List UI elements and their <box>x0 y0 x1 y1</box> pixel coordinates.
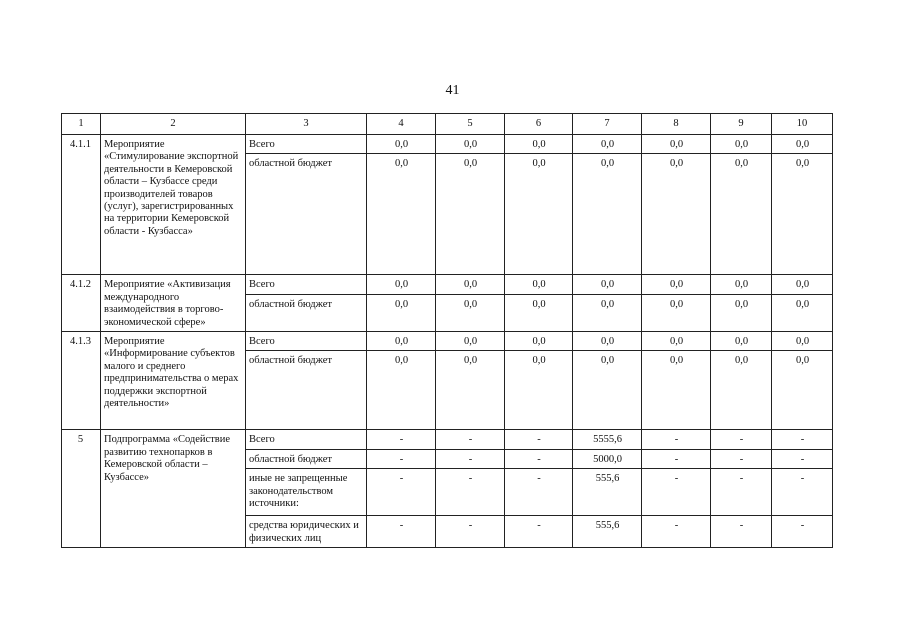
value-cell: 0,0 <box>436 295 505 332</box>
value-cell: 5000,0 <box>573 449 642 468</box>
value-cell: 0,0 <box>573 351 642 430</box>
value-cell: 0,0 <box>711 275 772 295</box>
value-cell: 0,0 <box>367 154 436 275</box>
activity-description: Мероприятие «Стимулирование экспортной деятельности в Кемеровской области – Кузбассе среди производителей товаров (услуг), зарегистрированных на территории Кемеровской области - Кузбасса» <box>101 135 246 275</box>
value-cell: 0,0 <box>505 351 573 430</box>
column-header: 10 <box>772 114 833 135</box>
value-cell: - <box>772 430 833 449</box>
value-cell: 5555,6 <box>573 430 642 449</box>
activity-id: 4.1.2 <box>62 275 101 332</box>
value-cell: 0,0 <box>367 332 436 351</box>
value-cell: 0,0 <box>772 154 833 275</box>
value-cell: - <box>505 449 573 468</box>
header-row <box>62 114 833 135</box>
activity-id: 5 <box>62 430 101 548</box>
value-cell: 0,0 <box>367 275 436 295</box>
column-header: 5 <box>436 114 505 135</box>
funding-source: областной бюджет <box>246 295 367 332</box>
column-header: 2 <box>101 114 246 135</box>
value-cell: - <box>505 430 573 449</box>
value-cell: 0,0 <box>642 295 711 332</box>
table-row <box>62 332 833 351</box>
value-cell: 0,0 <box>772 135 833 154</box>
value-cell: - <box>505 516 573 548</box>
column-header: 7 <box>573 114 642 135</box>
activity-id: 4.1.3 <box>62 332 101 430</box>
value-cell: 0,0 <box>573 154 642 275</box>
value-cell: 0,0 <box>573 332 642 351</box>
value-cell: 0,0 <box>772 275 833 295</box>
value-cell: - <box>367 469 436 516</box>
activity-description: Подпрограмма «Содействие развитию технопарков в Кемеровской области – Кузбассе» <box>101 430 246 548</box>
funding-source: иные не запрещенные законодательством источники: <box>246 469 367 516</box>
value-cell: - <box>505 469 573 516</box>
funding-source: областной бюджет <box>246 154 367 275</box>
value-cell: 555,6 <box>573 516 642 548</box>
activity-id: 4.1.1 <box>62 135 101 275</box>
value-cell: - <box>642 516 711 548</box>
column-header: 8 <box>642 114 711 135</box>
value-cell: 0,0 <box>711 351 772 430</box>
funding-source: областной бюджет <box>246 351 367 430</box>
value-cell: 0,0 <box>367 135 436 154</box>
value-cell: 0,0 <box>505 332 573 351</box>
column-header: 4 <box>367 114 436 135</box>
funding-source: Всего <box>246 135 367 154</box>
value-cell: 0,0 <box>573 135 642 154</box>
value-cell: 0,0 <box>711 332 772 351</box>
funding-source: областной бюджет <box>246 449 367 468</box>
column-header: 3 <box>246 114 367 135</box>
value-cell: 0,0 <box>367 351 436 430</box>
activity-description: Мероприятие «Информирование субъектов малого и среднего предпринимательства о мерах поддержки экспортной деятельности» <box>101 332 246 430</box>
value-cell: 0,0 <box>436 351 505 430</box>
value-cell: - <box>772 516 833 548</box>
value-cell: 0,0 <box>505 154 573 275</box>
value-cell: - <box>642 469 711 516</box>
value-cell: - <box>711 449 772 468</box>
value-cell: 0,0 <box>642 332 711 351</box>
value-cell: - <box>642 430 711 449</box>
value-cell: - <box>436 516 505 548</box>
value-cell: 0,0 <box>367 295 436 332</box>
value-cell: 0,0 <box>711 154 772 275</box>
value-cell: 0,0 <box>711 295 772 332</box>
value-cell: - <box>711 516 772 548</box>
value-cell: 0,0 <box>642 275 711 295</box>
value-cell: 0,0 <box>573 275 642 295</box>
value-cell: 0,0 <box>505 135 573 154</box>
value-cell: 0,0 <box>505 295 573 332</box>
column-header: 9 <box>711 114 772 135</box>
value-cell: - <box>436 469 505 516</box>
value-cell: - <box>642 449 711 468</box>
value-cell: 0,0 <box>505 275 573 295</box>
value-cell: - <box>711 469 772 516</box>
table-row <box>62 275 833 295</box>
column-header: 6 <box>505 114 573 135</box>
budget-table <box>61 113 833 548</box>
value-cell: - <box>367 449 436 468</box>
funding-source: Всего <box>246 332 367 351</box>
page-number: 41 <box>445 83 460 98</box>
table-row <box>62 135 833 154</box>
column-header: 1 <box>62 114 101 135</box>
value-cell: 0,0 <box>642 154 711 275</box>
funding-source: Всего <box>246 275 367 295</box>
value-cell: 0,0 <box>642 135 711 154</box>
funding-source: средства юридических и физических лиц <box>246 516 367 548</box>
value-cell: - <box>367 516 436 548</box>
value-cell: 555,6 <box>573 469 642 516</box>
value-cell: 0,0 <box>772 351 833 430</box>
value-cell: 0,0 <box>711 135 772 154</box>
value-cell: 0,0 <box>436 332 505 351</box>
table-row <box>62 430 833 449</box>
value-cell: 0,0 <box>573 295 642 332</box>
value-cell: - <box>711 430 772 449</box>
value-cell: 0,0 <box>436 154 505 275</box>
value-cell: 0,0 <box>642 351 711 430</box>
value-cell: - <box>436 430 505 449</box>
value-cell: - <box>772 469 833 516</box>
value-cell: 0,0 <box>772 332 833 351</box>
value-cell: 0,0 <box>436 275 505 295</box>
value-cell: 0,0 <box>436 135 505 154</box>
value-cell: - <box>436 449 505 468</box>
activity-description: Мероприятие «Активизация международного взаимодействия в торгово-экономической сфере» <box>101 275 246 332</box>
value-cell: 0,0 <box>772 295 833 332</box>
value-cell: - <box>772 449 833 468</box>
value-cell: - <box>367 430 436 449</box>
funding-source: Всего <box>246 430 367 449</box>
